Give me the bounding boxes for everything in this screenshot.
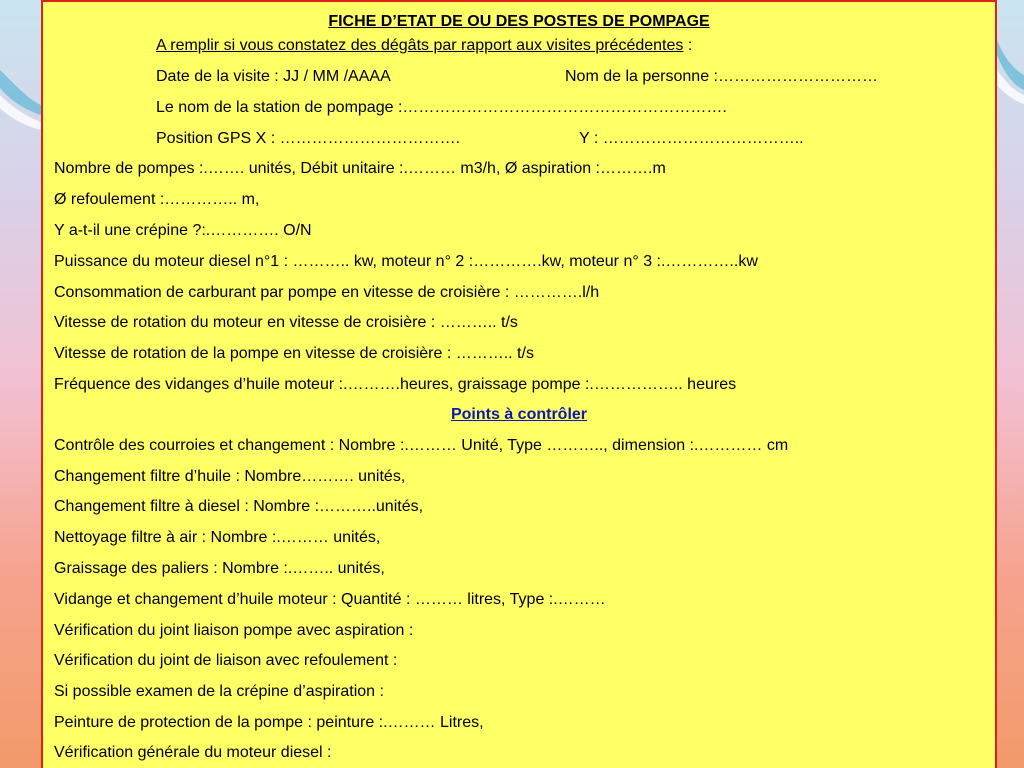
station-name-field: Le nom de la station de pompage :……………………………………………………. <box>156 99 727 116</box>
person-name-field: Nom de la personne :………………………… <box>565 68 878 85</box>
instructions-text: A remplir si vous constatez des dégâts par rapport aux visites précédentes <box>156 37 684 54</box>
gps-y-field: Y : ……………………………….. <box>579 130 804 147</box>
form-line: Nombre de pompes :.……. unités, Débit unitaire :.……… m3/h, Ø aspiration :……….m <box>54 160 666 177</box>
check-line: Vérification du joint liaison pompe avec aspiration : <box>54 622 414 639</box>
visit-date-field: Date de la visite : JJ / MM /AAAA <box>156 68 391 85</box>
check-line: Si possible examen de la crépine d’aspiration : <box>54 683 384 700</box>
form-line: Puissance du moteur diesel n°1 : ……….. kw, moteur n° 2 :………….kw, moteur n° 3 :.…………..kw <box>54 253 758 270</box>
check-line: Graissage des paliers : Nombre :.…….. unités, <box>54 560 385 577</box>
gps-x-field: Position GPS X : ……………………………. <box>156 130 461 147</box>
form-instructions <box>156 36 692 56</box>
section-title: Points à contrôler <box>450 406 588 423</box>
instructions-colon: : <box>683 37 693 54</box>
form-title: FICHE D’ETAT DE OU DES POSTES DE POMPAGE <box>328 13 710 30</box>
form-line: Fréquence des vidanges d’huile moteur :.……….heures, graissage pompe :.…………….. heures <box>54 376 737 393</box>
check-line: Vérification du joint de liaison avec refoulement : <box>54 652 398 669</box>
check-line: Changement filtre à diesel : Nombre :………..unités, <box>54 498 424 515</box>
check-line: Peinture de protection de la pompe : peinture :.……… Litres, <box>54 714 484 731</box>
check-line: Vidange et changement d’huile moteur : Quantité : ……… litres, Type :.……… <box>54 591 606 608</box>
form-sheet <box>41 0 997 768</box>
form-line: Vitesse de rotation de la pompe en vitesse de croisière : ……….. t/s <box>54 345 534 362</box>
form-line: Vitesse de rotation du moteur en vitesse de croisière : ……….. t/s <box>54 314 518 331</box>
check-line: Contrôle des courroies et changement : Nombre :.……… Unité, Type ……….., dimension :.………… cm <box>54 437 789 454</box>
form-line: Ø refoulement :………….. m, <box>54 191 260 208</box>
check-line: Nettoyage filtre à air : Nombre :.……… unités, <box>54 529 381 546</box>
form-line: Y a-t-il une crépine ?:.…………. O/N <box>54 222 312 239</box>
check-line: Changement filtre d’huile : Nombre………. unités, <box>54 468 406 485</box>
check-line: Vérification générale du moteur diesel : <box>54 744 332 761</box>
form-line: Consommation de carburant par pompe en vitesse de croisière : ………….l/h <box>54 284 600 301</box>
